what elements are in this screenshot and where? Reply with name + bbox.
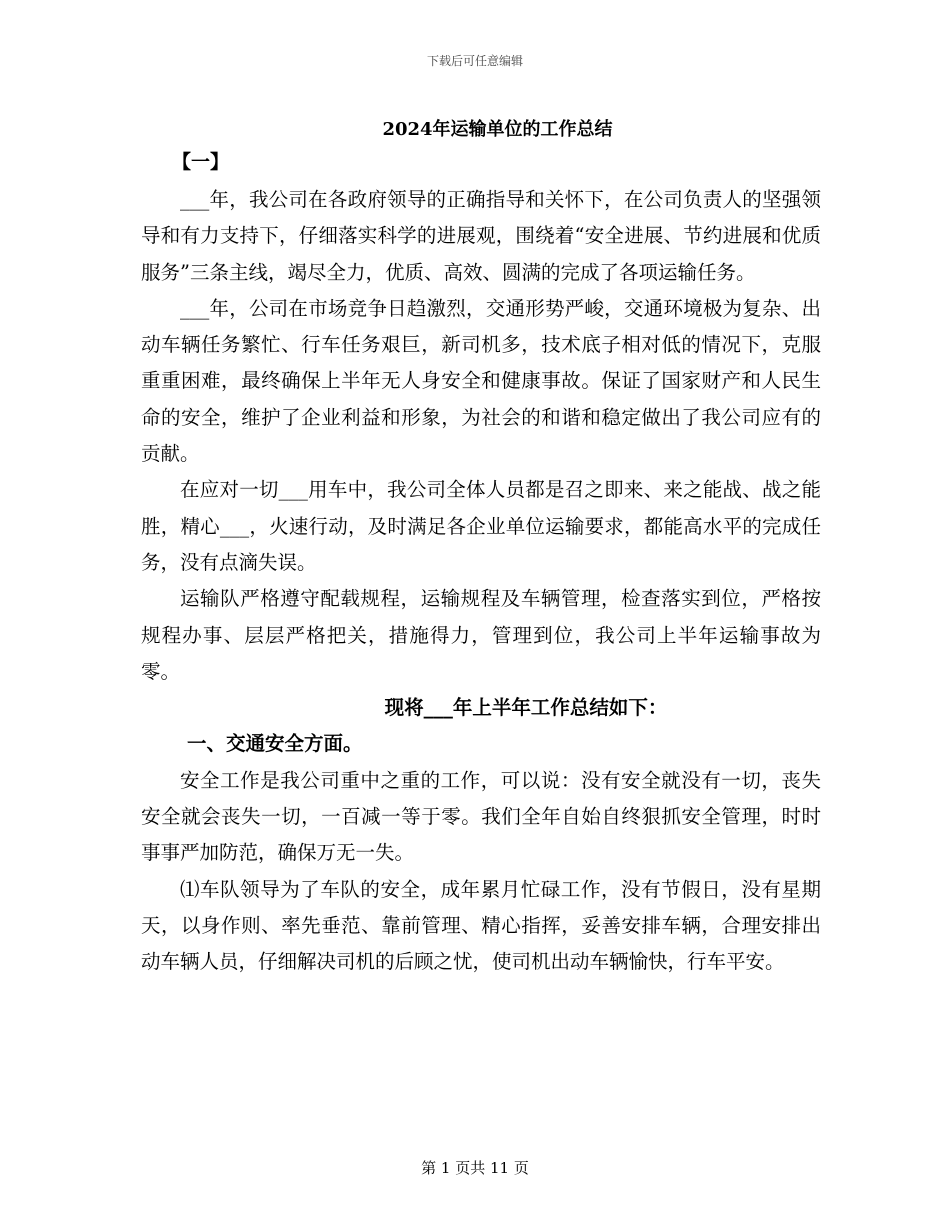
paragraph: 安全工作是我公司重中之重的工作，可以说：没有安全就没有一切，丧失安全就会丧失一切，一百减一等于零。我们全年自始自终狠抓安全管理，时时事事严加防范，确保万无一失。 bbox=[141, 768, 821, 865]
section-marker: 【一】 bbox=[172, 151, 230, 173]
paragraph: 在应对一切___用车中，我公司全体人员都是召之即来、来之能战、战之能胜，精心___，火速行动，及时满足各企业单位运输要求，都能高水平的完成任务，没有点滴失误。 bbox=[141, 478, 821, 574]
section-heading: 一、交通安全方面。 bbox=[187, 732, 363, 756]
paragraph: ___年，公司在市场竞争日趋激烈，交通形势严峻，交通环境极为复杂、出动车辆任务繁忙、行车任务艰巨，新司机多，技术底子相对低的情况下，克服重重困难，最终确保上半年无人身安全和健康事故。保证了国家财产和人民生命的安全，维护了企业利益和形象，为社会的和谐和稳定做出了我公司应有的贡献。 bbox=[141, 296, 821, 466]
document-title: 2024年运输单位的工作总结 bbox=[382, 119, 613, 140]
document-body bbox=[141, 182, 821, 981]
paragraph: ⑴车队领导为了车队的安全，成年累月忙碌工作，没有节假日，没有星期天，以身作则、率先垂范、靠前管理、精心指挥，妥善安排车辆，合理安排出动车辆人员，仔细解决司机的后顾之忧，使司机出动车辆愉快，行车平安。 bbox=[141, 877, 821, 974]
summary-heading: 现将___年上半年工作总结如下： bbox=[384, 696, 668, 720]
paragraph: 运输队严格遵守配载规程，运输规程及车辆管理，检查落实到位，严格按规程办事、层层严格把关，措施得力，管理到位，我公司上半年运输事故为零。 bbox=[141, 587, 821, 683]
page-number: 第 1 页共 11 页 bbox=[421, 1159, 529, 1177]
paragraph: ___年，我公司在各政府领导的正确指导和关怀下，在公司负责人的坚强领导和有力支持下，仔细落实科学的进展观，围绕着“安全进展、节约进展和优质服务”三条主线，竭尽全力，优质、高效、圆满的完成了各项运输任务。 bbox=[141, 188, 821, 284]
page-header-note: 下载后可任意编辑 bbox=[426, 54, 523, 68]
